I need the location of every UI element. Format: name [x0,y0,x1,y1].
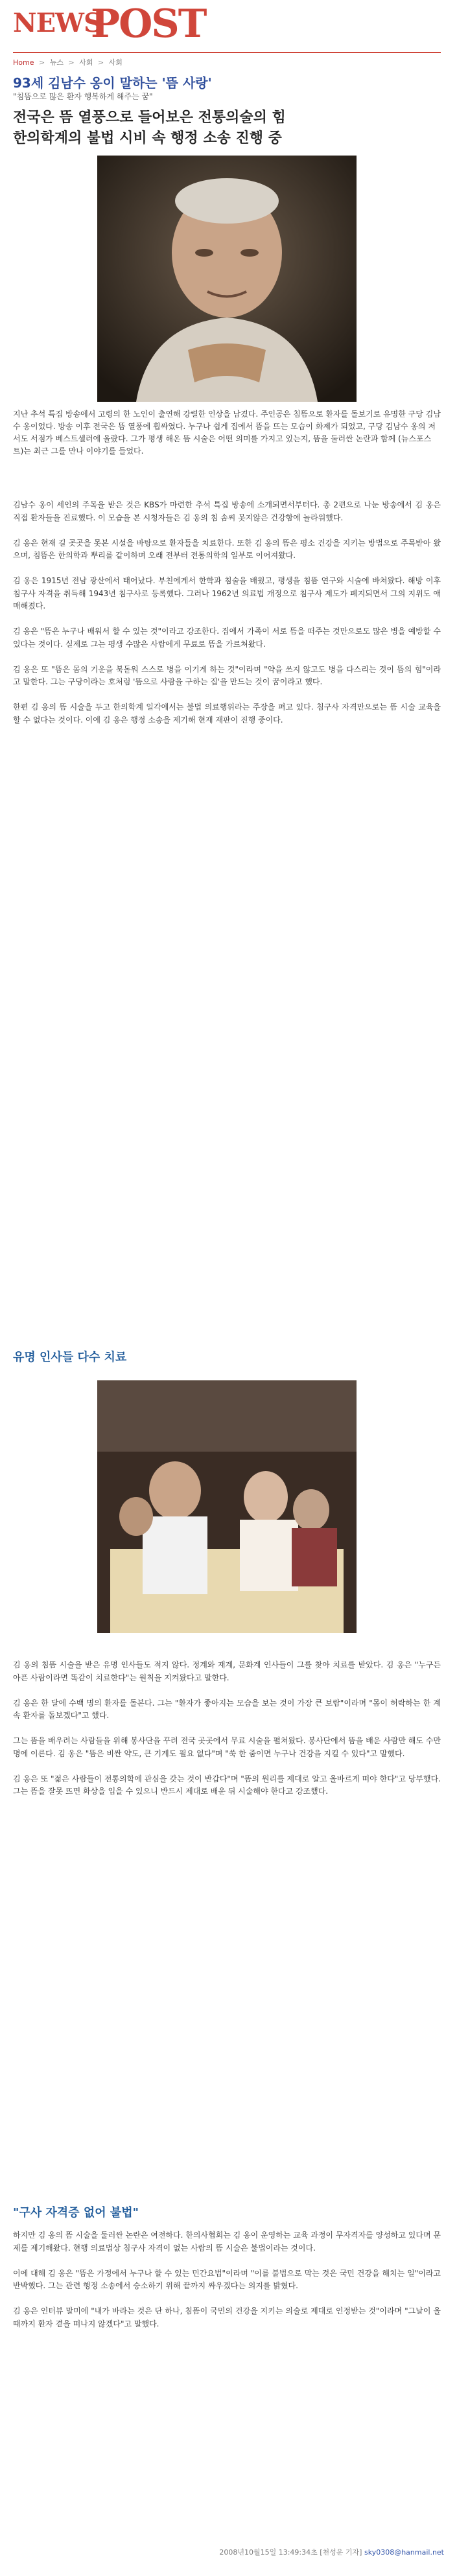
photo-caption: 지난 추석 특집 방송에서 고령의 한 노인이 출연해 강렬한 인상을 남겼다. 주인공은 침뜸으로 환자를 돌보기로 유명한 구당 김남수 옹이었다. 방송 이후 전국은 뜸 열풍에 휩싸였다. 누구나 쉽게 집에서 뜸을 뜨는 모습이 화제가 되었고, 구당 김남수 옹의 저서도 서점가 베스트셀러에 올랐다. 그가 평생 해온 뜸 시술은 어떤 의미를 가지고 있는지, 뜸을 둘러싼 논란과 함께 (뉴스포스트)는 최근 그를 만나 이야기를 들었다. [13,410,441,456]
article-kicker: 93세 김남수 옹이 말하는 '뜸 사랑' [13,75,212,91]
body-paragraph: 김 옹은 1915년 전남 광산에서 태어났다. 부친에게서 한학과 침술을 배웠고, 평생을 침뜸 연구와 시술에 바쳐왔다. 해방 이후 침구사 자격을 취득해 1943년 침구사로 등록했다. 그러나 1962년 의료법 개정으로 침구사 제도가 폐지되면서 그의 지위도 애매해졌다. [13,576,441,610]
breadcrumb [13,57,123,67]
article-headline [13,108,402,149]
body-paragraph: 김남수 옹이 세인의 주목을 받은 것은 KBS가 마련한 추석 특집 방송에 소개되면서부터다. 총 2편으로 나눈 방송에서 김 옹은 직접 환자들을 진료했다. 이 모습을 본 시청자들은 김 옹의 침 솜씨 못지않은 건강함에 놀라워했다. [13,500,441,522]
portrait-photo [97,156,357,402]
breadcrumb-separator: > [68,58,75,67]
body-paragraph: 하지만 김 옹의 뜸 시술을 둘러싼 논란은 여전하다. 한의사협회는 김 옹이 운영하는 교육 과정이 무자격자를 양성하고 있다며 문제를 제기해왔다. 현행 의료법상 침구사 자격이 없는 사람의 뜸 시술은 불법이라는 것이다. [13,2231,441,2253]
body-paragraph: 이에 대해 김 옹은 "뜸은 가정에서 누구나 할 수 있는 민간요법"이라며 "이를 불법으로 막는 것은 국민 건강을 해치는 일"이라고 반박했다. 그는 관련 행정 소송에서 승소하기 위해 끝까지 싸우겠다는 의지를 밝혔다. [13,2268,441,2290]
logo-post-text: POST [91,1,206,47]
breadcrumb-separator: > [38,58,45,67]
article-body-part2 [13,1659,441,1798]
reporter-email-link[interactable]: sky0308@hanmail.net [364,2548,444,2557]
headline-line: 전국은 뜸 열풍으로 들어보은 전통의술의 힘 [13,110,286,126]
body-paragraph: 김 옹은 인터뷰 말미에 "내가 바라는 것은 단 하나, 침뜸이 국민의 건강을 지키는 의술로 제대로 인정받는 것"이라며 "그날이 올 때까지 환자 곁을 떠나지 않겠다"고 말했다. [13,2306,441,2328]
body-paragraph: 그는 뜸을 배우려는 사람들을 위해 봉사단을 꾸려 전국 곳곳에서 무료 시술을 펼쳐왔다. 봉사단에서 뜸을 배운 사람만 해도 수만 명에 이른다. 김 옹은 "뜸은 비싼 약도, 큰 기계도 필요 없다"며 "쑥 한 줌이면 누구나 건강을 지킬 수 있다"고 말했다. [13,1736,441,1758]
article-footer [219,2547,444,2557]
section-subhead: "구사 자격증 없어 불법" [13,2206,139,2220]
breadcrumb-home-link[interactable]: Home [13,58,34,67]
headline-line: 한의학계의 불법 시비 속 행정 소송 진행 중 [13,130,282,146]
body-paragraph: 한편 김 옹의 뜸 시술을 두고 한의학계 일각에서는 불법 의료행위라는 주장을 펴고 있다. 침구사 자격만으로는 뜸 시술 교육을 할 수 없다는 것이다. 이에 김 옹은 행정 소송을 제기해 현재 재판이 진행 중이다. [13,702,441,725]
treatment-photo [97,1380,357,1633]
breadcrumb-sub-link[interactable]: 사회 [79,58,93,67]
body-paragraph: 김 옹은 또 "젊은 사람들이 전통의학에 관심을 갖는 것이 반갑다"며 "뜸의 원리를 제대로 알고 올바르게 떠야 한다"고 당부했다. 그는 뜸을 잘못 뜨면 화상을 입을 수 있으니 반드시 제대로 배운 뒤 시술해야 한다고 강조했다. [13,1774,441,1796]
breadcrumb-current: 사회 [108,58,123,67]
section-subhead: 유명 인사들 다수 치료 [13,1351,127,1364]
body-paragraph: 김 옹은 현재 길 곳곳을 못본 시설을 바탕으로 환자들을 치료한다. 또한 김 옹의 뜸은 평소 건강을 지키는 방법으로 주목받아 왔으며, 침뜸은 한의학과 뿌리를 같이하며 오래 전부터 전통의학의 일부로 이어져왔다. [13,538,441,560]
reporter-name: [천성운 기자] [320,2548,362,2557]
logo-news-text: NEWS [13,8,102,38]
publish-date: 2008년10월15일 13:49:34초 [219,2548,318,2557]
body-paragraph: 김 옹은 "뜸은 누구나 배워서 할 수 있는 것"이라고 강조한다. 집에서 가족이 서로 뜸을 떠주는 것만으로도 많은 병을 예방할 수 있다는 것이다. 실제로 그는 평생 수많은 사람에게 무료로 뜸을 가르쳐왔다. [13,627,441,649]
masthead-divider [13,52,441,53]
article-deck: "침뜸으로 많은 환자 행복하게 해주는 꿈" [13,92,153,101]
breadcrumb-separator: > [97,58,104,67]
article-body-part1 [13,499,441,726]
article-body-part3 [13,2229,441,2330]
body-paragraph: 김 옹의 침뜸 시술을 받은 유명 인사들도 적지 않다. 정계와 재계, 문화계 인사들이 그를 찾아 치료를 받았다. 김 옹은 "누구든 아픈 사람이라면 똑같이 치료한다"는 원칙을 지켜왔다고 말한다. [13,1660,441,1682]
body-paragraph: 김 옹은 또 "뜸은 몸의 기운을 북돋워 스스로 병을 이기게 하는 것"이라며 "약을 쓰지 않고도 병을 다스리는 것이 뜸의 힘"이라고 말한다. 그는 구당이라는 호처럼 '뜸으로 사람을 구하는 집'을 만드는 것이 꿈이라고 했다. [13,664,441,686]
breadcrumb-section-link[interactable]: 뉴스 [49,58,64,67]
body-paragraph: 김 옹은 한 달에 수백 명의 환자를 돌본다. 그는 "환자가 좋아지는 모습을 보는 것이 가장 큰 보람"이라며 "몸이 허락하는 한 계속 환자를 돌보겠다"고 했다. [13,1698,441,1720]
